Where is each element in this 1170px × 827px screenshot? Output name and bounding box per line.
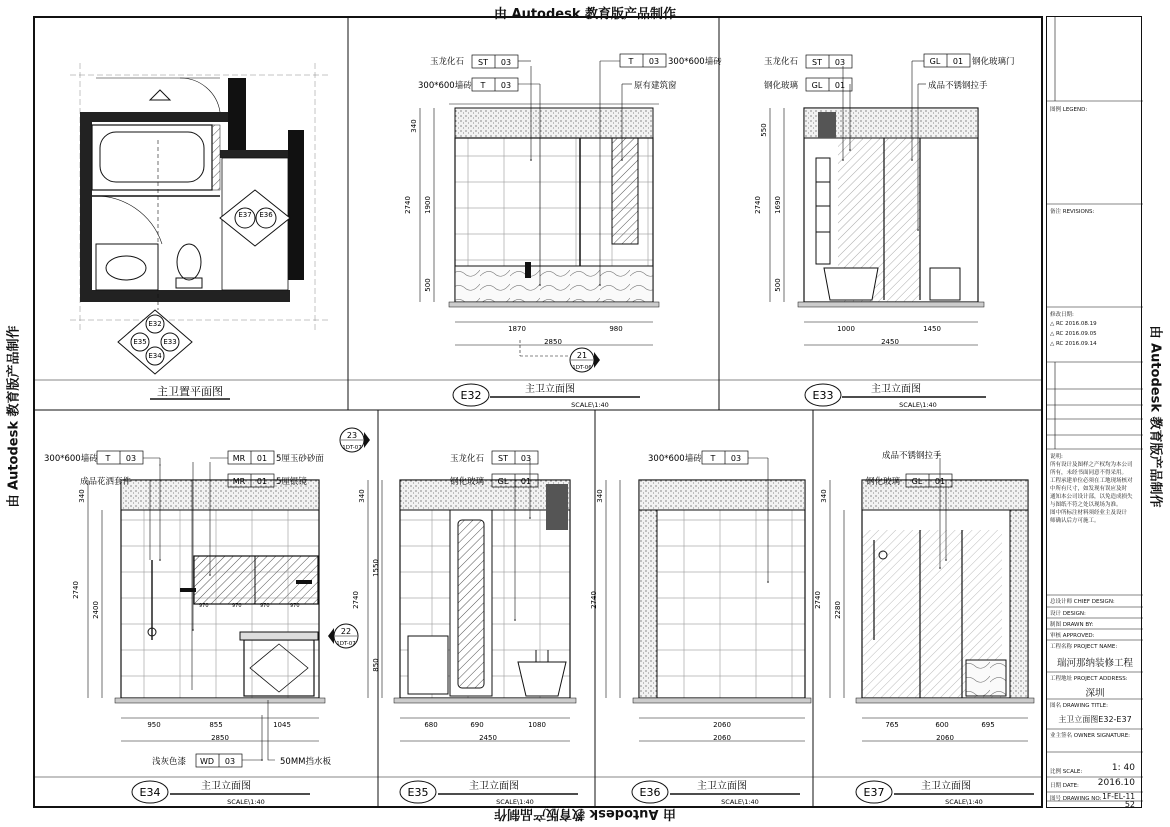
e34-code: E34: [139, 786, 161, 799]
e36-scale: SCALE\1:40: [721, 798, 759, 806]
e35-label-jade: 玉龙化石: [450, 454, 485, 464]
elevation-e37: [830, 458, 1034, 741]
e37-dim-340: 340: [820, 489, 828, 503]
e35-code-gl: GL: [497, 477, 509, 486]
e36-dim-2060a: 2060: [713, 721, 731, 729]
e36-dim-2740: 2740: [590, 591, 598, 609]
e32-code-st-num: 03: [500, 58, 512, 67]
e32-dim-2740: 2740: [404, 196, 412, 214]
e35-code-gl-num: 01: [520, 477, 532, 486]
e35-dim-690: 690: [470, 721, 484, 729]
marker-e36: E36: [259, 211, 273, 219]
e32-dim-500: 500: [424, 278, 432, 292]
e34-code-mr2: MR: [232, 477, 246, 486]
e37-dim-2060: 2060: [936, 734, 954, 742]
e34-label-paint: 浅灰色漆: [152, 757, 187, 767]
e34-code-mr2-num: 01: [256, 477, 268, 486]
e34-dim-2850: 2850: [211, 734, 229, 742]
e33-code-gl2: GL: [929, 57, 941, 66]
e35-label-glass: 钢化玻璃: [450, 477, 485, 487]
e34-label-frosted: 5厘玉砂砂面: [276, 454, 324, 464]
e32-scale: SCALE\1:40: [571, 401, 609, 409]
e32-dim-1900: 1900: [424, 196, 432, 214]
watermark-bottom: 由 Autodesk 教育版产品制作: [493, 806, 677, 821]
e37-label-handle: 成品不锈钢拉手: [882, 451, 942, 461]
scale-label: 比例 SCALE:: [1050, 769, 1083, 775]
e32-label-tile2: 300*600墙砖: [668, 57, 722, 67]
drawing-no-label: 图号 DRAWING NO:: [1050, 796, 1102, 802]
elevation-e34: [88, 462, 325, 760]
e34-code-mr: MR: [232, 454, 246, 463]
e33-code-st: ST: [812, 58, 822, 67]
e37-code: E37: [863, 786, 885, 799]
e34-small-4: 970: [290, 603, 300, 609]
revision-date-label: 修改日期:: [1050, 312, 1074, 318]
e37-dim-695: 695: [981, 721, 995, 729]
e33-code-gl2-num: 01: [952, 57, 964, 66]
e32-code-t2-num: 03: [648, 57, 660, 66]
e34-small-2: 970: [232, 603, 242, 609]
e33-dim-500: 500: [774, 278, 782, 292]
project-address-label: 工程地址 PROJECT ADDRESS:: [1050, 676, 1128, 682]
e37-dim-2740: 2740: [814, 591, 822, 609]
e32-dim-340: 340: [410, 119, 418, 133]
elevation-e32: [420, 61, 659, 356]
e34-dim-2740: 2740: [72, 581, 80, 599]
e34-callout-a-num: 23: [346, 431, 358, 440]
e35-dim-850: 850: [372, 658, 380, 672]
e35-dim-340: 340: [358, 489, 366, 503]
marker-e32: E32: [148, 320, 162, 328]
e34-dim-1045: 1045: [273, 721, 291, 729]
e34-label-mirror: 5厘银镜: [276, 477, 307, 487]
drawing-title: 主卫立面图E32-E37: [1058, 715, 1132, 724]
e33-dim-2740: 2740: [754, 196, 762, 214]
e34-label-tile: 300*600墙砖: [44, 454, 98, 464]
e35-dim-2740: 2740: [352, 591, 360, 609]
e37-label-glass: 钢化玻璃: [866, 477, 901, 487]
e32-code: E32: [460, 389, 482, 402]
e32-label-tile: 300*600墙砖: [418, 81, 472, 91]
e33-dim-1000: 1000: [837, 325, 855, 333]
title-block: [1046, 16, 1142, 808]
e35-dim-680: 680: [424, 721, 438, 729]
e33-label-glass: 钢化玻璃: [764, 81, 799, 91]
e34-callout-a-ref: 1DT-07: [342, 445, 362, 451]
e32-dim-1870: 1870: [508, 325, 526, 333]
e33-dim-2450: 2450: [881, 338, 899, 346]
drawing-no: 1F-EL-11: [1102, 792, 1135, 801]
e33-code: E33: [812, 389, 834, 402]
watermark-right: 由 Autodesk 教育版产品制作: [1147, 325, 1163, 508]
e32-code-st: ST: [478, 58, 488, 67]
e32-code-t2: T: [628, 57, 634, 66]
elevation-e33: [770, 61, 984, 345]
scale-value: 1: 40: [1111, 763, 1135, 773]
project-address: 深圳: [1085, 688, 1105, 699]
revision-3: △ RC 2016.09.14: [1050, 341, 1097, 347]
project-name-label: 工程名称 PROJECT NAME:: [1050, 644, 1118, 650]
e37-dim-600: 600: [935, 721, 949, 729]
elevation-e36: [606, 458, 811, 741]
e34-code-wd-num: 03: [224, 757, 236, 766]
e36-dim-340: 340: [596, 489, 604, 503]
revision-1: △ RC 2016.08.19: [1050, 321, 1097, 327]
e36-code-t: T: [710, 454, 716, 463]
owner-signature-label: 业主签名 OWNER SIGNATURE:: [1050, 733, 1131, 739]
revisions-label: 备注 REVISIONS:: [1050, 209, 1095, 215]
e34-label-shower: 成品花洒套件: [80, 477, 132, 487]
e33-label-handle: 成品不锈钢拉手: [928, 81, 988, 91]
e33-label-jade: 玉龙化石: [764, 57, 799, 67]
watermark-left: 由 Autodesk 教育版产品制作: [6, 325, 22, 508]
sheet-no: 52: [1124, 800, 1135, 809]
e33-dim-550: 550: [760, 123, 768, 137]
e32-callout-ref: 1DT-06: [572, 365, 592, 371]
e36-title: 主卫立面图: [697, 781, 747, 792]
e32-code-t-num: 03: [500, 81, 512, 90]
project-name: 瑞河那纳装修工程: [1056, 658, 1133, 669]
chief-design-label: 总设计师 CHIEF DESIGN:: [1050, 599, 1115, 605]
notes: 说明: 所有设计及图样之产权均为本公司 所有，未经书面同意不得采用。 工程承建单位必须在工地现场核对 中所有尺寸，如发现有误应及时 通知本公司设计部，以免造成损失 与图纸不符之处以现场为准。 图中所标注材料须经业主及设计 师确认后方可施工。: [1050, 454, 1133, 524]
e33-title: 主卫立面图: [871, 384, 921, 395]
e37-code-gl-num: 01: [934, 477, 946, 486]
e32-dim-980: 980: [609, 325, 623, 333]
e32-dim-2850: 2850: [544, 338, 562, 346]
e34-code-t: T: [105, 454, 111, 463]
e37-title: 主卫立面图: [921, 781, 971, 792]
e32-label-window: 原有建筑窗: [634, 81, 677, 91]
marker-e37: E37: [238, 211, 252, 219]
e34-dim-855: 855: [209, 721, 223, 729]
legend-label: 图例 LEGEND:: [1050, 107, 1088, 113]
e34-scale: SCALE\1:40: [227, 798, 265, 806]
e35-dim-2450: 2450: [479, 734, 497, 742]
watermark-top: 由 Autodesk 教育版产品制作: [493, 7, 677, 22]
e34-small-3: 970: [260, 603, 270, 609]
approved-label: 审核 APPROVED:: [1050, 633, 1095, 639]
e34-code-mr-num: 01: [256, 454, 268, 463]
e33-code-st-num: 03: [834, 58, 846, 67]
plan-title: 主卫置平面图: [157, 385, 223, 398]
e36-label-tile: 300*600墙砖: [648, 454, 702, 464]
e34-code-t-num: 03: [125, 454, 137, 463]
e37-scale: SCALE\1:40: [945, 798, 983, 806]
date-value: 2016.10: [1097, 778, 1135, 788]
e34-callout-b-ref: 1DT-07: [336, 641, 356, 647]
marker-e33: E33: [163, 338, 177, 346]
date-label: 日期 DATE:: [1050, 783, 1079, 789]
e36-code: E36: [639, 786, 661, 799]
e34-code-wd: WD: [199, 757, 215, 766]
e35-code-st: ST: [498, 454, 508, 463]
e34-dim-950: 950: [147, 721, 161, 729]
e35-dim-1550: 1550: [372, 559, 380, 577]
e37-code-gl: GL: [911, 477, 923, 486]
e34-callout-b-num: 22: [340, 627, 352, 636]
floor-plan: [70, 63, 330, 330]
e33-dim-1690: 1690: [774, 196, 782, 214]
e36-dim-2060b: 2060: [713, 734, 731, 742]
e35-title: 主卫立面图: [469, 781, 519, 792]
revision-2: △ RC 2016.09.05: [1050, 331, 1097, 337]
e34-label-board: 50MM挡水板: [280, 757, 331, 767]
drawing-title-label: 图名 DRAWING TITLE:: [1050, 703, 1108, 709]
design-label: 设计 DESIGN:: [1050, 611, 1086, 617]
e37-dim-765: 765: [885, 721, 899, 729]
e32-title: 主卫立面图: [525, 384, 575, 395]
elevation-e35: [368, 458, 576, 741]
e32-code-t: T: [480, 81, 486, 90]
e32-label-jade: 玉龙化石: [430, 57, 465, 67]
e34-dim-340: 340: [78, 489, 86, 503]
marker-e34: E34: [148, 352, 162, 360]
e34-dim-2400: 2400: [92, 601, 100, 619]
elevation-marker-e36-e37: [220, 190, 290, 246]
e35-code: E35: [407, 786, 429, 799]
marker-e35: E35: [133, 338, 147, 346]
e33-code-gl: GL: [811, 81, 823, 90]
e32-callout-num: 21: [576, 351, 588, 360]
e34-title: 主卫立面图: [201, 781, 251, 792]
e34-small-1: 970: [199, 603, 209, 609]
e37-dim-2280: 2280: [834, 601, 842, 619]
e35-code-st-num: 03: [520, 454, 532, 463]
drawn-by-label: 制图 DRAWN BY:: [1050, 622, 1094, 628]
e33-dim-1450: 1450: [923, 325, 941, 333]
e33-code-gl-num: 01: [834, 81, 846, 90]
e35-scale: SCALE\1:40: [496, 798, 534, 806]
e33-label-glass-door: 钢化玻璃门: [972, 57, 1015, 67]
e35-dim-1080: 1080: [528, 721, 546, 729]
e36-code-t-num: 03: [730, 454, 742, 463]
e33-scale: SCALE\1:40: [899, 401, 937, 409]
